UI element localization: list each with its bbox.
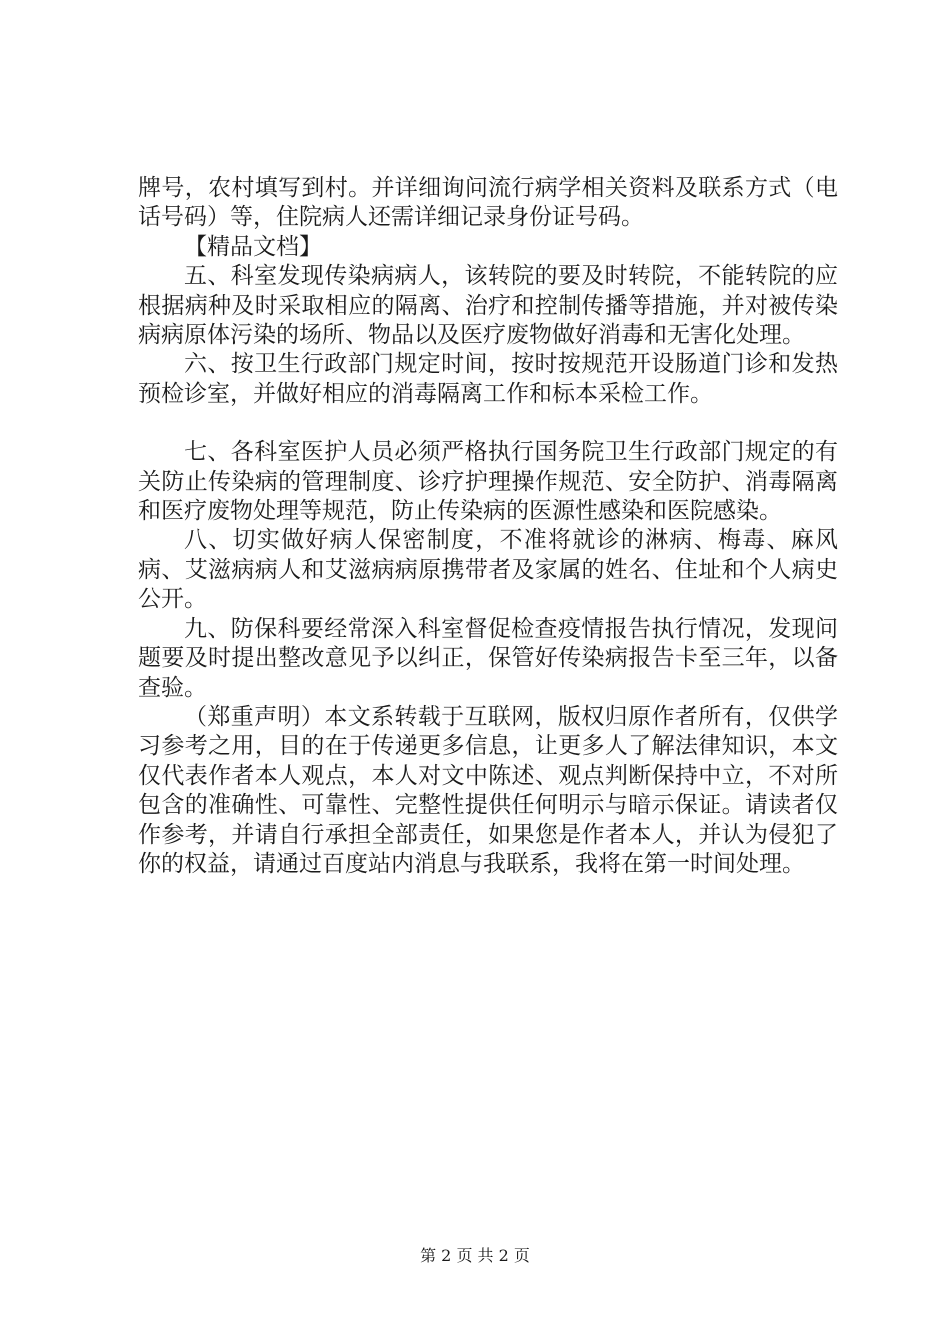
document-body — [138, 174, 838, 879]
paragraph-item-7: 七、各科室医护人员必须严格执行国务院卫生行政部门规定的有关防止传染病的管理制度、诊疗护理操作规范、安全防护、消毒隔离和医疗废物处理等规范，防止传染病的医源性感染和医院感染。 — [138, 439, 838, 525]
paragraph-item-6: 六、按卫生行政部门规定时间，按时按规范开设肠道门诊和发热预检诊室，并做好相应的消毒隔离工作和标本采检工作。 — [138, 351, 838, 407]
paragraph-item-9: 九、防保科要经常深入科室督促检查疫情报告执行情况，发现问题要及时提出整改意见予以纠正，保管好传染病报告卡至三年，以备查验。 — [138, 615, 838, 701]
paragraph-continued: 牌号，农村填写到村。并详细询问流行病学相关资料及联系方式（电话号码）等，住院病人还需详细记录身份证号码。 — [138, 175, 838, 231]
paragraph-item-5: 五、科室发现传染病病人，该转院的要及时转院，不能转院的应根据病种及时采取相应的隔离、治疗和控制传播等措施，并对被传染病病原体污染的场所、物品以及医疗废物做好消毒和无害化处理。 — [138, 263, 838, 349]
page-footer: 第 2 页 共 2 页 — [420, 1246, 530, 1265]
paragraph-tag: 【精品文档】 — [184, 233, 322, 260]
paragraph-disclaimer: （郑重声明）本文系转载于互联网，版权归原作者所有，仅供学习参考之用，目的在于传递更多信息，让更多人了解法律知识，本文仅代表作者本人观点，本人对文中陈述、观点判断保持中立，不对所包含的准确性、可靠性、完整性提供任何明示与暗示保证。请读者仅作参考，并请自行承担全部责任，如果您是作者本人，并认为侵犯了你的权益，请通过百度站内消息与我联系，我将在第一时间处理。 — [138, 703, 838, 877]
paragraph-item-8: 八、切实做好病人保密制度，不准将就诊的淋病、梅毒、麻风病、艾滋病病人和艾滋病病原携带者及家属的姓名、住址和个人病史公开。 — [138, 527, 838, 613]
